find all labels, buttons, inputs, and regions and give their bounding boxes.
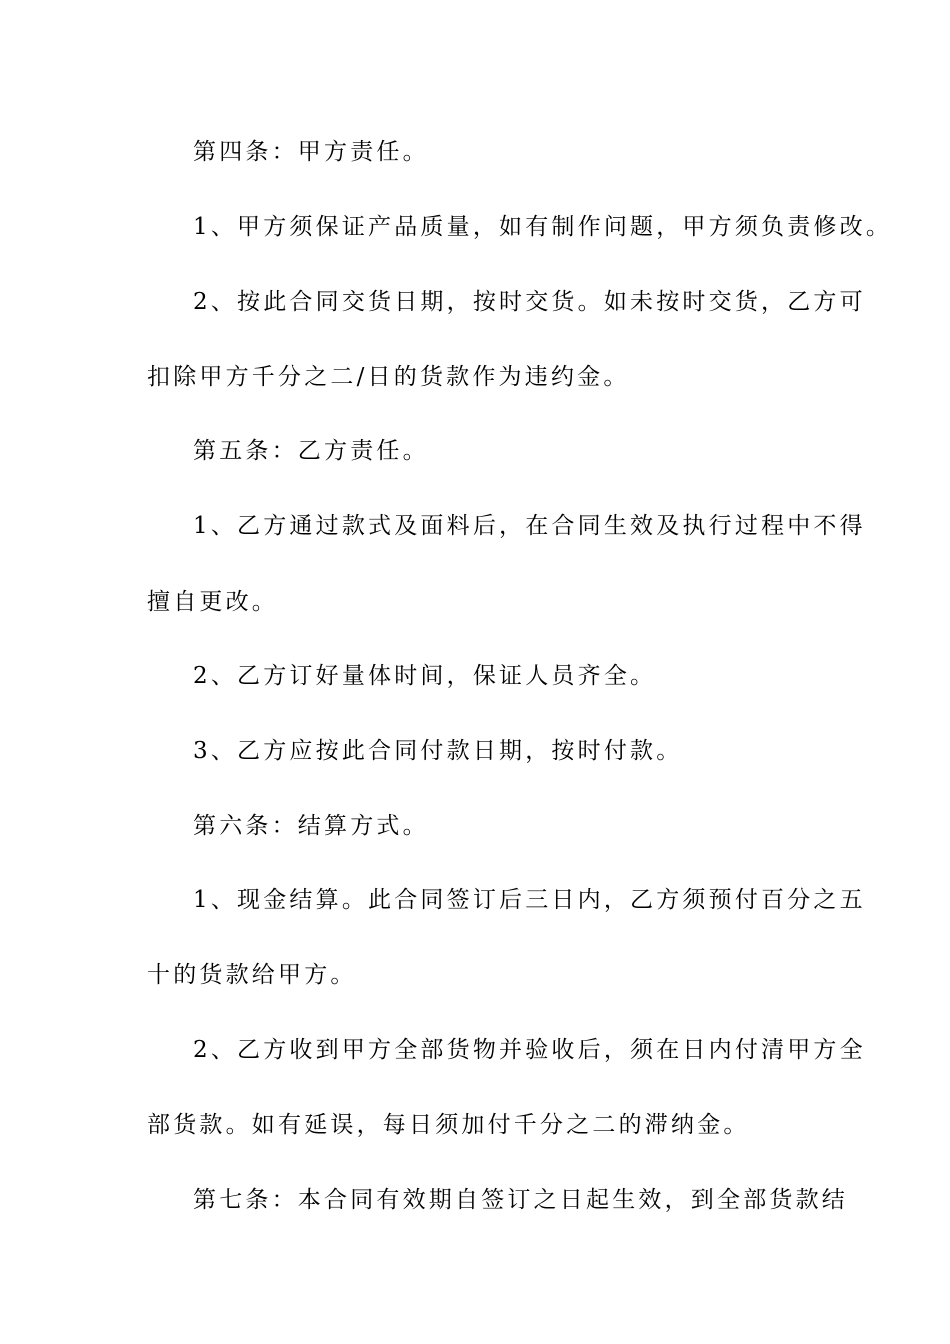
article-4-clause-2-line-2: 扣除甲方千分之二/日的货款作为违约金。: [147, 364, 630, 390]
article-4-clause-1: 1、甲方须保证产品质量，如有制作问题，甲方须负责修改。: [193, 214, 893, 240]
article-6-clause-2-line-1: 2、乙方收到甲方全部货物并验收后，须在日内付清甲方全: [193, 1037, 866, 1063]
article-5-clause-1-line-2: 擅自更改。: [147, 589, 278, 615]
article-5-clause-3: 3、乙方应按此合同付款日期，按时付款。: [193, 738, 683, 764]
article-6-heading: 第六条：结算方式。: [193, 813, 429, 839]
article-4-heading: 第四条：甲方责任。: [193, 139, 429, 165]
article-4-clause-2-line-1: 2、按此合同交货日期，按时交货。如未按时交货，乙方可: [193, 289, 866, 315]
article-6-clause-1-line-1: 1、现金结算。此合同签订后三日内，乙方须预付百分之五: [193, 887, 866, 913]
article-7-line-1: 第七条：本合同有效期自签订之日起生效，到全部货款结: [193, 1187, 848, 1213]
article-5-clause-1-line-1: 1、乙方通过款式及面料后，在合同生效及执行过程中不得: [193, 513, 866, 539]
article-5-heading: 第五条：乙方责任。: [193, 438, 429, 464]
article-5-clause-2: 2、乙方订好量体时间，保证人员齐全。: [193, 663, 657, 689]
article-6-clause-1-line-2: 十的货款给甲方。: [147, 962, 357, 988]
article-6-clause-2-line-2: 部货款。如有延误，每日须加付千分之二的滞纳金。: [147, 1112, 750, 1138]
